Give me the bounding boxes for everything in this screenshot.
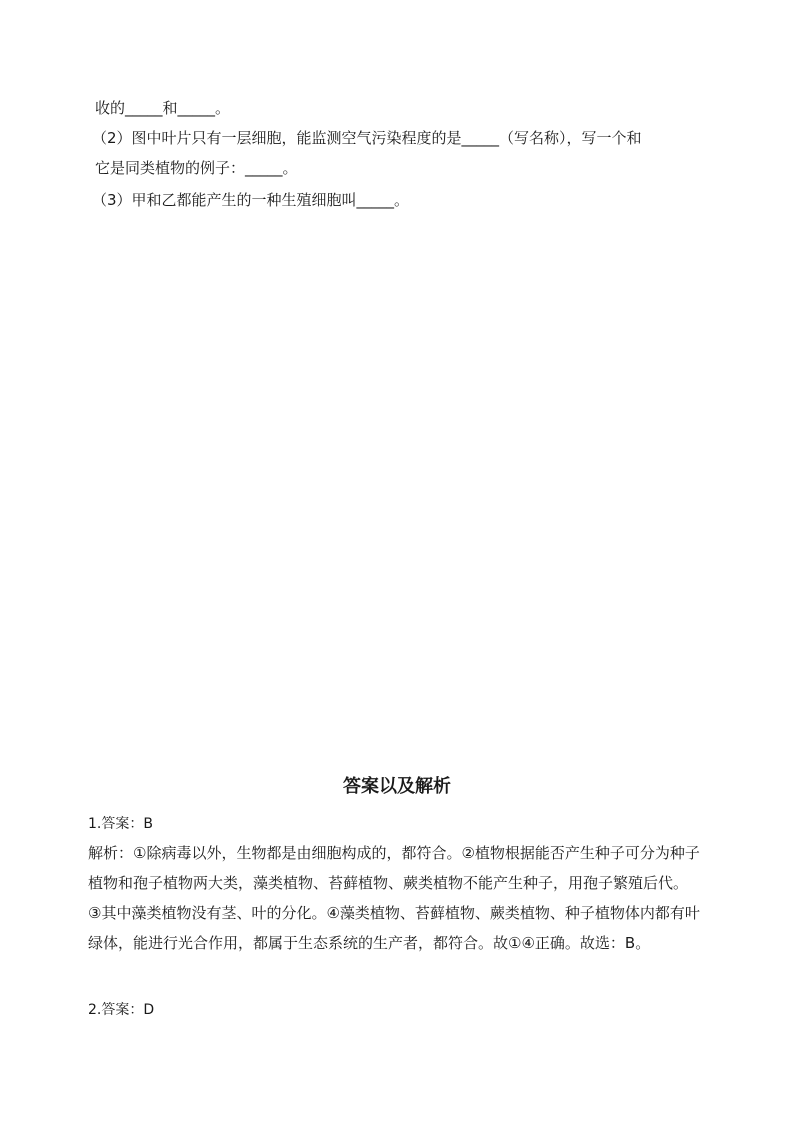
answer-1-explanation: 解析：①除病毒以外，生物都是由细胞构成的，都符合。②植物根据能否产生种子可分为种子植物和孢子植物两大类，藻类植物、苔藓植物、蕨类植物不能产生种子，用孢子繁殖后代。③其中藻类植物没有茎、叶的分化。④藻类植物、苔藓植物、蕨类植物、种子植物体内都有叶绿体，能进行光合作用，都属于生态系统的生产者，都符合。故①④正确。故选：B。	[88, 844, 700, 952]
question-line-2: （2）图中叶片只有一层细胞，能监测空气污染程度的是_____（写名称），写一个和	[92, 129, 642, 147]
answer-2-label: 2.答案：D	[88, 1002, 155, 1018]
answers-title: 答案以及解析	[343, 776, 451, 797]
answer-1-label: 1.答案：B	[88, 816, 153, 832]
question-line-3: 它是同类植物的例子：_____。	[95, 159, 298, 177]
question-line-1: 收的_____和_____。	[95, 99, 231, 117]
question-line-4: （3）甲和乙都能产生的一种生殖细胞叫_____。	[92, 191, 410, 209]
